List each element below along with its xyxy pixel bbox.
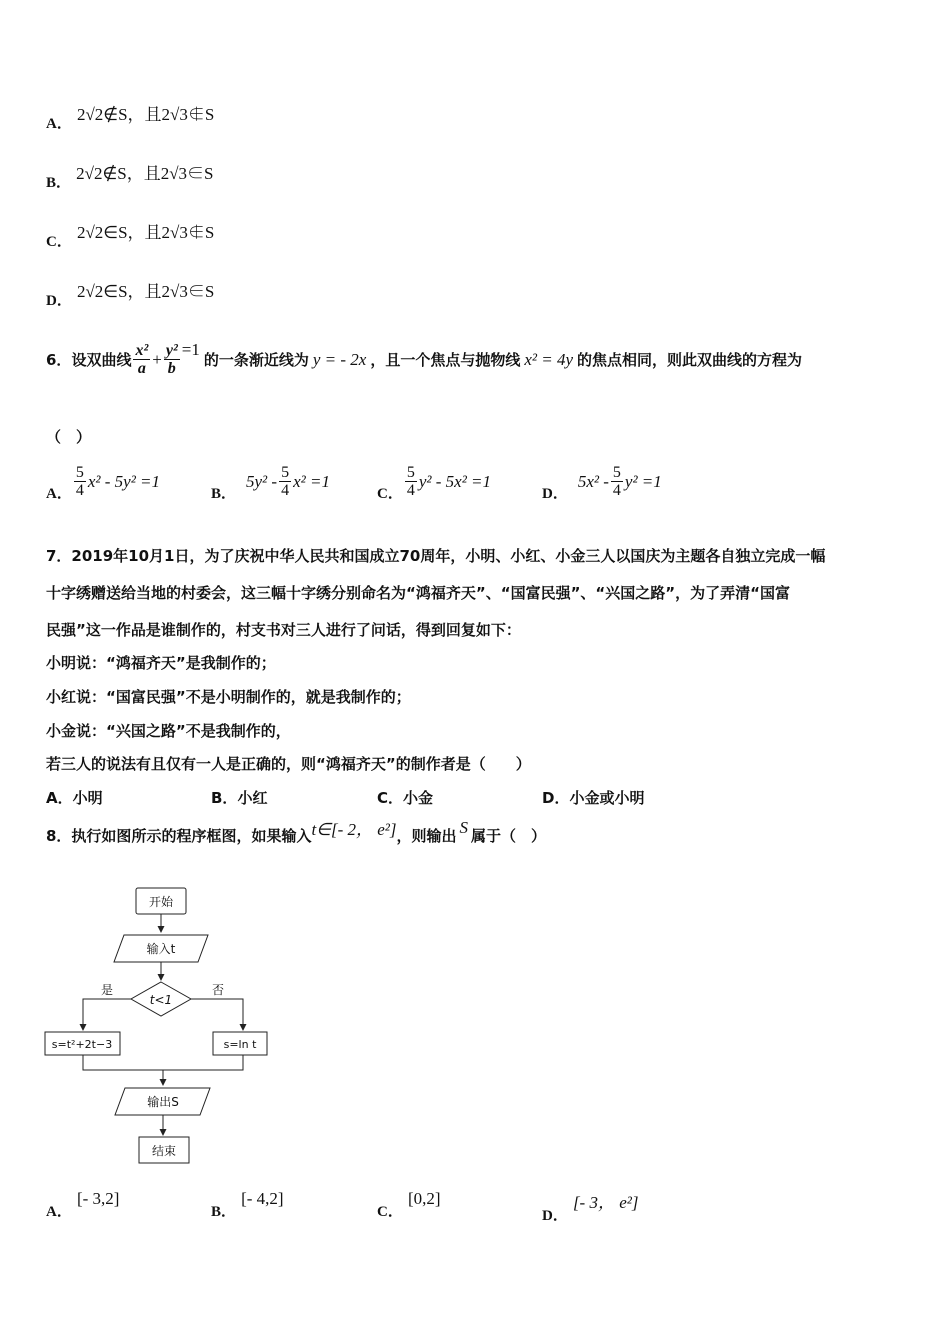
q8-interval: t∈[- 2， e²] [311, 820, 397, 839]
q7-line: 若三人的说法有且仅有一人是正确的，则“鸿福齐天”的制作者是（ ） [46, 755, 531, 773]
q8-option-c: C． [0,2] [377, 1189, 441, 1220]
flowchart [40, 880, 280, 1170]
q6-text-pre: 设双曲线 [71, 351, 132, 369]
flow-no-label: 否 [211, 983, 225, 997]
option-label: B． [46, 175, 72, 191]
q6-frac-y: $\frac{\text{y²}}{b}$ [165, 342, 178, 377]
q6-option-b: B． 5y² - $\frac{5}{4}$ x² =1 [211, 464, 330, 502]
option-label: D． [46, 293, 72, 309]
flow-left-label: s=t²+2t−3 [51, 1038, 113, 1051]
q5-option-a [46, 105, 215, 133]
option-math: 2√2∈S，且2√3∉S [76, 223, 215, 242]
flow-start-label: 开始 [148, 895, 174, 909]
option-math: 2√2∉S，且2√3∈S [76, 164, 214, 183]
q8-stem [46, 817, 547, 848]
q6-option-c: C． $\frac{5}{4}$ y² - 5x² =1 [377, 464, 492, 502]
flow-input-label: 输入t [146, 942, 176, 956]
q6-asymptote: y = - 2x [312, 349, 367, 369]
q7-line: 小明说：“鸿福齐天”是我制作的； [46, 654, 276, 672]
flow-output-label: 输出S [147, 1095, 179, 1109]
q5-option-c [46, 223, 215, 251]
q7-option-b: B．小红 [211, 789, 268, 807]
flow-right-label: s=ln t [223, 1038, 257, 1051]
q6-stem: 6． 设双曲线 $\frac{\text{x²}}{a}$ + $\frac{\text{y²}}{b}$ =1 的一条渐近线为 y = - 2x ，且一个焦点与抛物线 x² = 4y 的焦点相同，则此双曲线的方程为 [46, 339, 803, 377]
q8-option-b: B． [- 4,2] [211, 1189, 284, 1220]
option-math: 2√2∈S，且2√3∈S [76, 282, 215, 301]
q6-frac-x: $\frac{\text{x²}}{a}$ [135, 342, 149, 377]
q5-option-d [46, 282, 215, 310]
q8-option-a: A． [- 3,2] [46, 1189, 120, 1220]
q6-option-a: A． $\frac{5}{4}$ x² - 5y² =1 [46, 464, 161, 502]
q6-text-mid1: 的一条渐近线为 [203, 351, 309, 369]
option-math: 2√2∉S，且2√3∉S [76, 105, 215, 124]
q6-text-tail: 的焦点相同，则此双曲线的方程为 [577, 351, 803, 369]
q8-text-tail: 属于（ ） [471, 827, 547, 845]
option-label: C． [46, 234, 72, 250]
q8-var-s: S [459, 817, 469, 837]
q7-option-c: C．小金 [377, 789, 434, 807]
q8-text-mid: ，则输出 [396, 827, 457, 845]
q7-option-d: D．小金或小明 [542, 789, 645, 807]
q7-line: 十字绣赠送给当地的村委会，这三幅十字绣分别命名为“鸿福齐天”、“国富民强”、“兴国之路”，为了弄清“国富 [46, 584, 791, 602]
q8-text-pre: 8．执行如图所示的程序框图，如果输入 [46, 827, 312, 845]
question-number: 6． [46, 351, 72, 369]
q7-line: 民强”这一作品是谁制作的，村支书对三人进行了问话，得到回复如下： [46, 621, 521, 639]
q6-answer-paren: （ ） [46, 428, 92, 446]
q7-option-a: A．小明 [46, 789, 103, 807]
option-label: A． [46, 116, 72, 132]
flow-cond-label: t<1 [149, 993, 173, 1007]
q7-line: 小红说：“国富民强”不是小明制作的，就是我制作的； [46, 688, 411, 706]
q7-line: 7．2019年10月1日，为了庆祝中华人民共和国成立70周年，小明、小红、小金三人以国庆为主题各自独立完成一幅 [46, 547, 826, 565]
q6-text-mid2: ，且一个焦点与抛物线 [370, 351, 521, 369]
q6-parabola: x² = 4y [524, 349, 574, 369]
flow-end-label: 结束 [151, 1144, 177, 1158]
flow-yes-label: 是 [100, 983, 114, 997]
q5-option-b [46, 164, 214, 192]
q6-option-d: D． 5x² - $\frac{5}{4}$ y² =1 [542, 464, 662, 502]
q7-line: 小金说：“兴国之路”不是我制作的， [46, 722, 291, 740]
q8-option-d: D． [- 3， e²] [542, 1193, 639, 1224]
